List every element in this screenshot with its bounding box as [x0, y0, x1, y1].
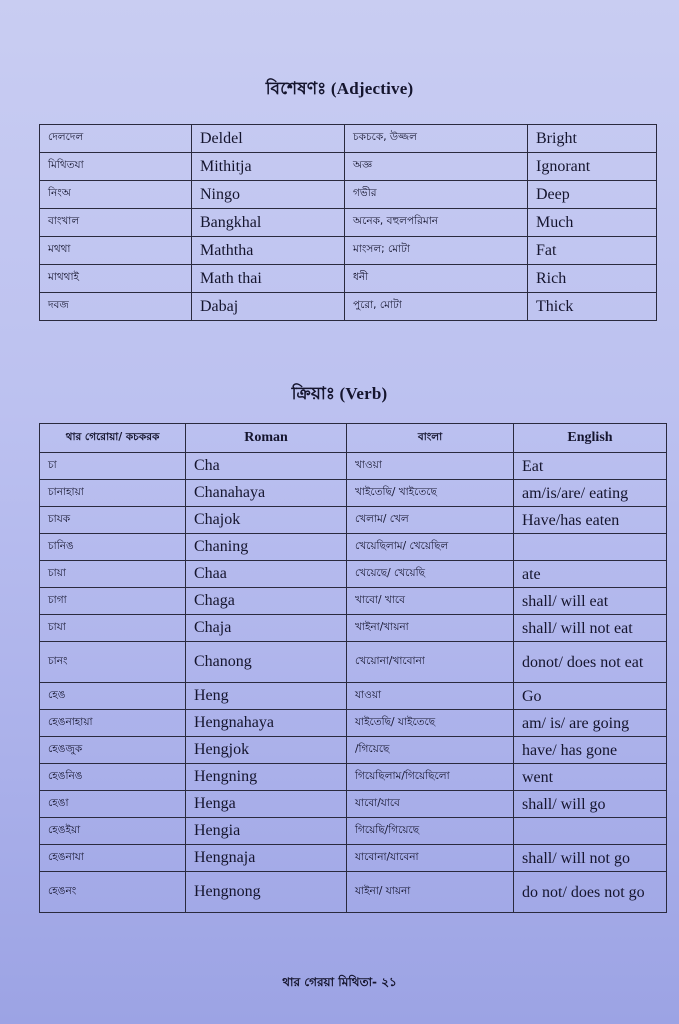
bangla-cell: গিয়েছিলাম/গিয়েছিলো [347, 764, 514, 791]
english-cell: Much [528, 209, 657, 237]
word-cell: বাংখাল [40, 209, 192, 237]
word-cell: হেঙনং [40, 872, 186, 913]
english-cell: Rich [528, 265, 657, 293]
word-cell: চায়া [40, 561, 186, 588]
roman-cell: Chaning [186, 534, 347, 561]
bangla-cell: খেয়েছিলাম/ খেয়েছিল [347, 534, 514, 561]
bangla-cell: খেয়েছে/ খেয়েছি [347, 561, 514, 588]
bangla-cell: যাওয়া [347, 683, 514, 710]
table-row [40, 153, 657, 181]
english-cell: ate [514, 561, 667, 588]
bangla-cell: খাওয়া [347, 453, 514, 480]
table-row [40, 683, 667, 710]
table-row [40, 534, 667, 561]
table-row [40, 265, 657, 293]
verb-table [39, 423, 667, 913]
roman-cell: Chanong [186, 642, 347, 683]
roman-cell: Chaja [186, 615, 347, 642]
table-row [40, 181, 657, 209]
column-header-word: থার গেরোয়া/ কচকরক [40, 424, 186, 453]
bangla-cell: খাইনা/খায়না [347, 615, 514, 642]
roman-cell: Hengjok [186, 737, 347, 764]
english-cell: Ignorant [528, 153, 657, 181]
column-header-english: English [514, 424, 667, 453]
english-cell: am/ is/ are going [514, 710, 667, 737]
roman-cell: Deldel [192, 125, 345, 153]
word-cell: চানং [40, 642, 186, 683]
english-cell: Thick [528, 293, 657, 321]
table-header-row [40, 424, 667, 453]
table-row [40, 293, 657, 321]
table-row [40, 507, 667, 534]
bangla-cell: খাবো/ খাবে [347, 588, 514, 615]
word-cell: চাযা [40, 615, 186, 642]
roman-cell: Hengnaja [186, 845, 347, 872]
table-row [40, 818, 667, 845]
english-cell [514, 534, 667, 561]
english-cell [514, 818, 667, 845]
bangla-cell: /গিয়েছে [347, 737, 514, 764]
roman-cell: Hengnong [186, 872, 347, 913]
bangla-cell: পুরো, মোটা [345, 293, 528, 321]
english-cell: Bright [528, 125, 657, 153]
english-cell: Have/has eaten [514, 507, 667, 534]
roman-cell: Chanahaya [186, 480, 347, 507]
bangla-cell: যাবো/যাবে [347, 791, 514, 818]
table-row [40, 125, 657, 153]
page-footer: থার গেরয়া মিথিতা- ২১ [282, 975, 397, 989]
word-cell: চাযক [40, 507, 186, 534]
word-cell: নিংঅ [40, 181, 192, 209]
roman-cell: Mithitja [192, 153, 345, 181]
word-cell: হেঙনিঙ [40, 764, 186, 791]
roman-cell: Hengning [186, 764, 347, 791]
english-cell: went [514, 764, 667, 791]
adjective-section-title: বিশেষণঃ (Adjective) [265, 79, 414, 98]
word-cell: মথথা [40, 237, 192, 265]
column-header-roman: Roman [186, 424, 347, 453]
bangla-cell: মাংসল; মোটা [345, 237, 528, 265]
word-cell: দবজ [40, 293, 192, 321]
roman-cell: Cha [186, 453, 347, 480]
bangla-cell: যাবোনা/যাবেনা [347, 845, 514, 872]
bangla-cell: গিয়েছি/গিয়েছে [347, 818, 514, 845]
table-row [40, 791, 667, 818]
word-cell: চানাহায়া [40, 480, 186, 507]
roman-cell: Ningo [192, 181, 345, 209]
roman-cell: Hengnahaya [186, 710, 347, 737]
roman-cell: Maththa [192, 237, 345, 265]
bangla-cell: খাইতেছি/ খাইতেছে [347, 480, 514, 507]
table-row [40, 872, 667, 913]
table-row [40, 764, 667, 791]
word-cell: হেঙ [40, 683, 186, 710]
bangla-cell: যাইনা/ যায়না [347, 872, 514, 913]
bangla-cell: খেয়োনা/খাবোনা [347, 642, 514, 683]
adjective-table [39, 124, 657, 321]
word-cell: চানিঙ [40, 534, 186, 561]
word-cell: চাগা [40, 588, 186, 615]
roman-cell: Hengia [186, 818, 347, 845]
table-row [40, 588, 667, 615]
roman-cell: Chaa [186, 561, 347, 588]
english-cell: Go [514, 683, 667, 710]
word-cell: হেঙজুক [40, 737, 186, 764]
word-cell: মিথিতযা [40, 153, 192, 181]
verb-section-title: ক্রিয়াঃ (Verb) [291, 384, 388, 403]
roman-cell: Heng [186, 683, 347, 710]
table-row [40, 737, 667, 764]
column-header-bangla: বাংলা [347, 424, 514, 453]
roman-cell: Henga [186, 791, 347, 818]
english-cell: do not/ does not go [514, 872, 667, 913]
word-cell: হেঙইয়া [40, 818, 186, 845]
roman-cell: Chaga [186, 588, 347, 615]
table-row [40, 710, 667, 737]
table-row [40, 209, 657, 237]
table-row [40, 561, 667, 588]
word-cell: হেঙা [40, 791, 186, 818]
roman-cell: Math thai [192, 265, 345, 293]
table-row [40, 480, 667, 507]
word-cell: চা [40, 453, 186, 480]
english-cell: shall/ will go [514, 791, 667, 818]
word-cell: দেলদেল [40, 125, 192, 153]
table-row [40, 237, 657, 265]
english-cell: shall/ will eat [514, 588, 667, 615]
bangla-cell: চকচকে, উজ্জল [345, 125, 528, 153]
word-cell: হেঙনাযা [40, 845, 186, 872]
bangla-cell: অনেক, বহুলপরিমান [345, 209, 528, 237]
word-cell: হেঙনাহায়া [40, 710, 186, 737]
roman-cell: Chajok [186, 507, 347, 534]
bangla-cell: ধনী [345, 265, 528, 293]
english-cell: have/ has gone [514, 737, 667, 764]
bangla-cell: অজ্ঞ [345, 153, 528, 181]
table-row [40, 615, 667, 642]
english-cell: Deep [528, 181, 657, 209]
roman-cell: Dabaj [192, 293, 345, 321]
table-row [40, 453, 667, 480]
english-cell: shall/ will not eat [514, 615, 667, 642]
bangla-cell: যাইতেছি/ যাইতেছে [347, 710, 514, 737]
english-cell: Fat [528, 237, 657, 265]
english-cell: Eat [514, 453, 667, 480]
english-cell: am/is/are/ eating [514, 480, 667, 507]
word-cell: মাথথাই [40, 265, 192, 293]
english-cell: shall/ will not go [514, 845, 667, 872]
english-cell: donot/ does not eat [514, 642, 667, 683]
roman-cell: Bangkhal [192, 209, 345, 237]
bangla-cell: খেলাম/ খেল [347, 507, 514, 534]
table-row [40, 642, 667, 683]
bangla-cell: গভীর [345, 181, 528, 209]
table-row [40, 845, 667, 872]
